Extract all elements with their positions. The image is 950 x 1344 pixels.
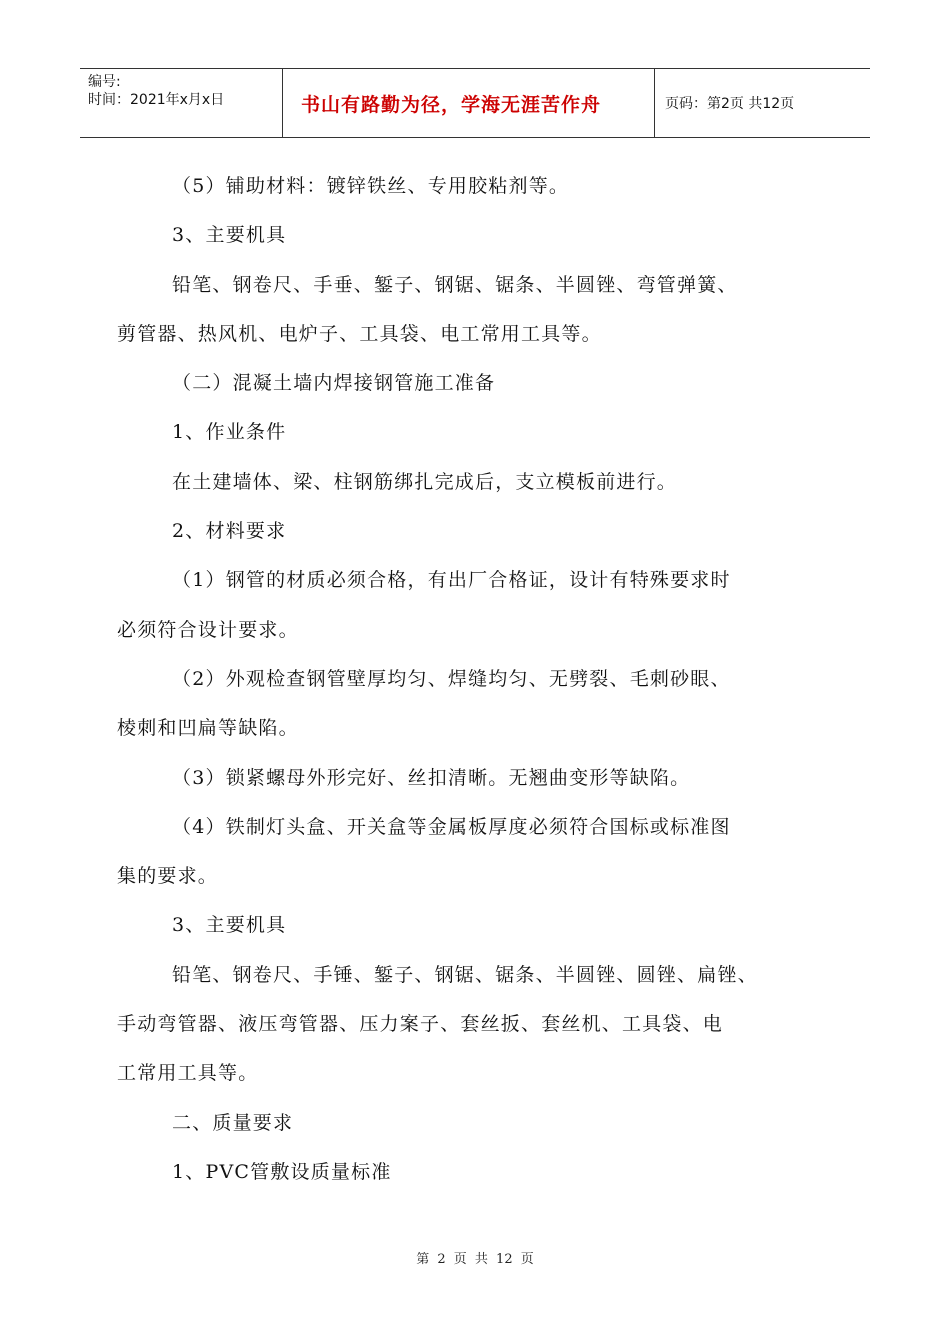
page-footer: 第 2 页 共 12 页	[416, 1252, 534, 1267]
body-paragraph: 铅笔、钢卷尺、手垂、錾子、钢锯、锯条、半圆锉、弯管弹簧、	[172, 273, 738, 296]
body-paragraph: （二）混凝土墙内焊接钢管施工准备	[172, 372, 496, 395]
page-header	[80, 68, 870, 138]
body-paragraph: （3）锁紧螺母外形完好、丝扣清晰。无翘曲变形等缺陷。	[172, 766, 691, 789]
body-paragraph: 手动弯管器、液压弯管器、压力案子、套丝扳、套丝机、工具袋、电	[117, 1013, 724, 1036]
body-paragraph: （4）铁制灯头盒、开关盒等金属板厚度必须符合国标或标准图	[172, 815, 731, 838]
body-paragraph: 3、主要机具	[172, 914, 287, 937]
body-paragraph: 铅笔、钢卷尺、手锤、錾子、钢锯、锯条、半圆锉、圆锉、扁锉、	[172, 963, 758, 986]
body-paragraph: 1、作业条件	[172, 421, 287, 444]
body-paragraph: （5）铺助材料：镀锌铁丝、专用胶粘剂等。	[172, 175, 570, 197]
header-meta	[80, 69, 283, 137]
body-paragraph: 集的要求。	[117, 865, 219, 888]
header-page-info: 页码：第2页 共12页	[665, 96, 795, 112]
header-motto-cell	[283, 69, 655, 137]
body-paragraph: （1）钢管的材质必须合格，有出厂合格证，设计有特殊要求时	[172, 569, 731, 592]
header-motto: 书山有路勤为径，学海无涯苦作舟	[301, 93, 602, 116]
header-page-info-cell	[655, 69, 870, 137]
body-paragraph: （2）外观检查钢管壁厚均匀、焊缝均匀、无劈裂、毛刺砂眼、	[172, 667, 731, 690]
body-paragraph: 棱刺和凹扁等缺陷。	[117, 717, 299, 740]
body-paragraph: 二、质量要求	[172, 1111, 294, 1134]
document-time-label: 时间：2021年x月x日	[88, 92, 225, 108]
document-number-label: 编号:	[88, 74, 121, 90]
body-paragraph: 在土建墙体、梁、柱钢筋绑扎完成后，支立模板前进行。	[172, 470, 678, 493]
document-body	[117, 162, 817, 1197]
body-paragraph: 工常用工具等。	[117, 1062, 259, 1085]
body-paragraph: 2、材料要求	[172, 520, 287, 543]
body-paragraph: 必须符合设计要求。	[117, 618, 299, 641]
body-paragraph: 1、PVC管敷设质量标准	[172, 1160, 392, 1183]
body-paragraph: 3、主要机具	[172, 224, 287, 247]
body-paragraph: 剪管器、热风机、电炉子、工具袋、电工常用工具等。	[117, 322, 602, 345]
